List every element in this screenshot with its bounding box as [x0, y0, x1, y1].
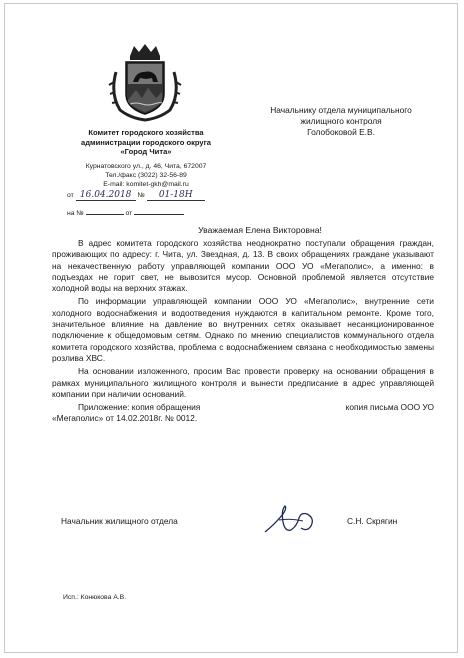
- out-number-label: №: [137, 192, 145, 199]
- in-date-label: от: [125, 210, 133, 217]
- org-line: администрации городского округа: [80, 137, 212, 147]
- handwritten-signature-image: [261, 502, 333, 538]
- letter-page: [4, 3, 458, 653]
- out-date-handwritten: 16.04.2018: [79, 190, 132, 200]
- sender-organization: [55, 128, 237, 157]
- phone-line: Тел./факс (3022) 32-56-89: [105, 172, 187, 179]
- org-line: «Город Чита»: [120, 147, 172, 156]
- letter-body: [52, 238, 434, 425]
- in-date-field: [134, 207, 184, 215]
- body-paragraph: На основании изложенного, просим Вас провести проверку на основании обращения в рамках муниципального жилищного контроля и вынести предписание в адрес управляющей компании при наличии оснований.: [52, 366, 434, 399]
- recipient-block: [243, 105, 439, 138]
- body-paragraph: По информации управляющей компании ООО УО «Мегаполис», внутренние сети холодного водоснабжения и водоотведения нуждаются в капитальном ремонте. Кроме того, значительное влияние на давление во внутренних сетях оказывает несанкционированное подключение к общедомовым сетям. Однако по мнению специалистов коммунального отдела комитета городского хозяйства, проблема с водоснабжением связана с необходимостью замены розлива ХВС.: [52, 296, 434, 363]
- incoming-number-line: [67, 207, 184, 217]
- signatory-title: Начальник жилищного отдела: [61, 516, 178, 526]
- body-paragraph: В адрес комитета городского хозяйства неоднократно поступали обращения граждан, проживающих по адресу: г. Чита, ул. Звездная, д. 13. В своих обращениях граждане указывают на некачественную работу управляющей компании ООО УО «Мегаполис», а именно: в подъездах не горит свет, не вывозится мусор. Основной проблемой является отсутствие холодной воды на верхних этажах.: [52, 238, 434, 294]
- out-number-field: [147, 190, 205, 201]
- letter-greeting: Уважаемая Елена Викторовна!: [198, 225, 322, 235]
- in-number-field: [86, 207, 124, 215]
- appendix-left: Приложение: копия обращения: [78, 402, 201, 413]
- out-number-handwritten: 01-18Н: [158, 190, 193, 200]
- address-line: Курнатовского ул., д. 46, Чита, 672007: [85, 163, 207, 170]
- city-coat-of-arms-emblem: [106, 42, 184, 122]
- out-date-label: от: [67, 192, 74, 199]
- org-line: Комитет городского хозяйства: [88, 128, 204, 137]
- in-number-label: на №: [67, 210, 84, 217]
- appendix-continuation: «Мегаполис» от 14.02.2018г. № 0012.: [52, 413, 198, 424]
- recipient-line: Голобоковой Е.В.: [307, 127, 375, 137]
- appendix-line: [52, 402, 434, 413]
- recipient-line: жилищного контроля: [300, 116, 382, 126]
- recipient-line: Начальнику отдела муниципального: [270, 105, 412, 115]
- appendix-right: копия письма ООО УО: [345, 402, 434, 413]
- email-line: E-mail: komitet-gkh@mail.ru: [103, 181, 189, 188]
- sender-address: [71, 162, 221, 189]
- signatory-name: С.Н. Скрягин: [347, 516, 398, 526]
- outgoing-number-line: [67, 190, 205, 201]
- executor-note: Исп.: Конюкова А.В.: [63, 594, 127, 601]
- out-date-field: [76, 190, 136, 201]
